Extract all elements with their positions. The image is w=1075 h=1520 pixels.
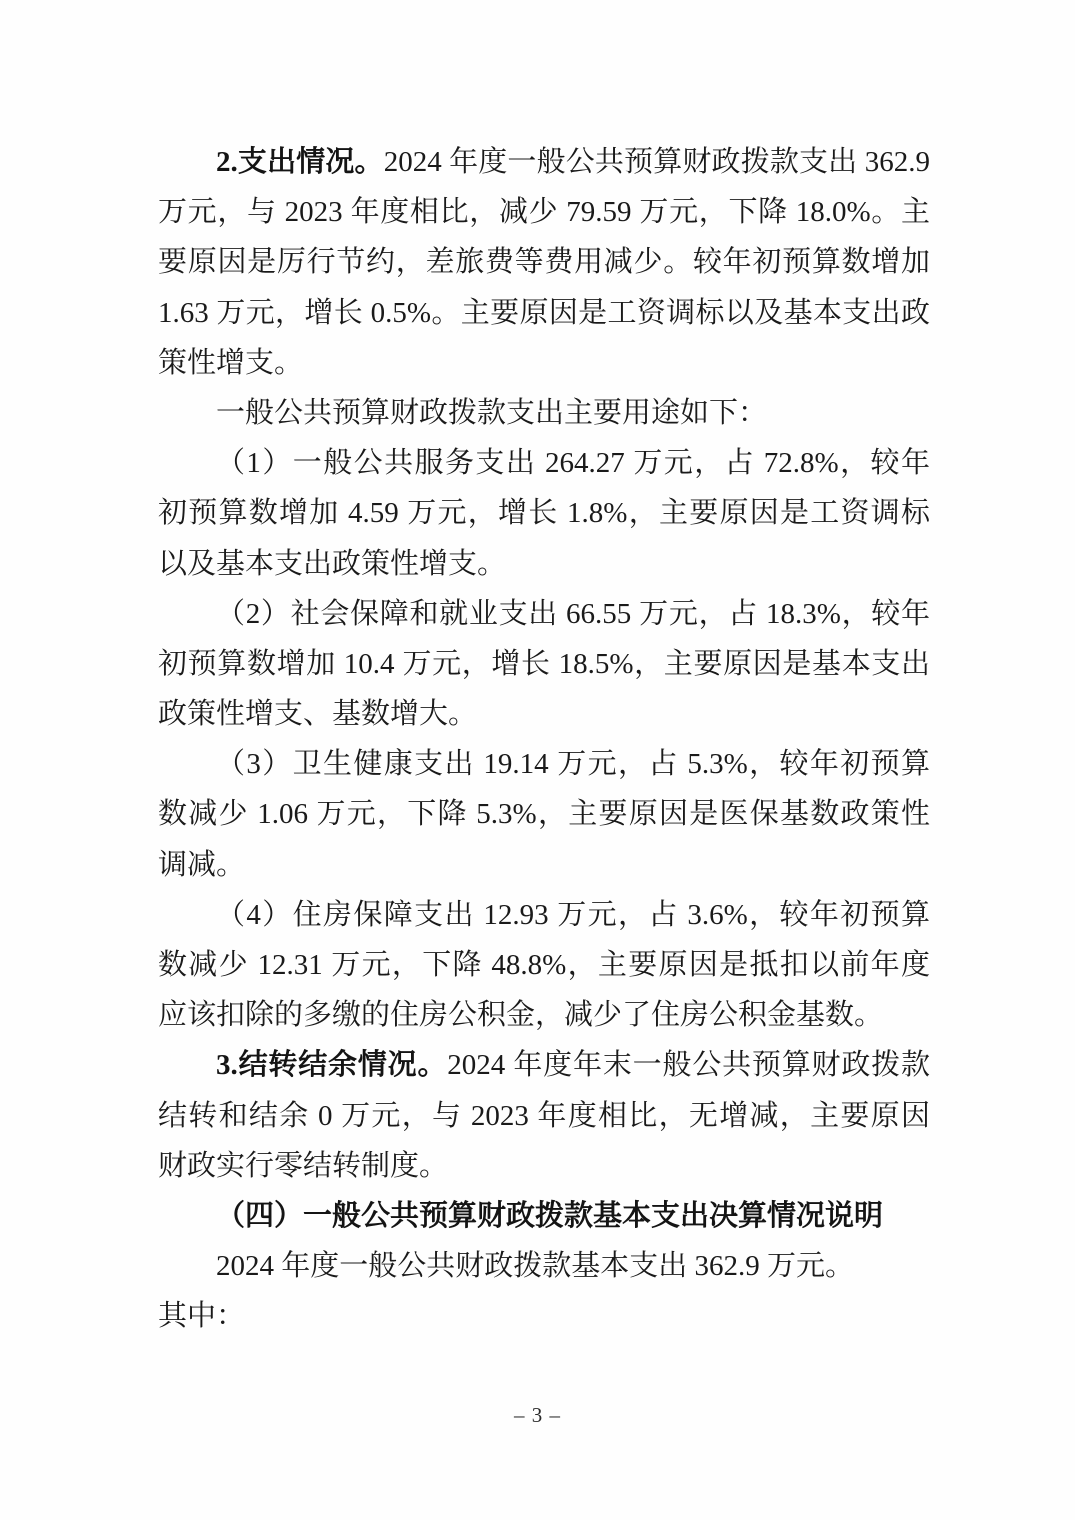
bold-text-run: 2.支出情况。 bbox=[216, 146, 384, 178]
text-run: 初预算数增加 4.59 万元，增长 1.8%，主要原因是工资调标 bbox=[158, 497, 930, 530]
text-run: 以及基本支出政策性增支。 bbox=[158, 547, 507, 580]
bold-text-run: （四）一般公共预算财政拨款基本支出决算情况说明 bbox=[216, 1199, 884, 1232]
text-run: 一般公共预算财政拨款支出主要用途如下： bbox=[216, 396, 768, 429]
text-line bbox=[158, 1091, 930, 1141]
text-line bbox=[158, 237, 930, 287]
text-line bbox=[158, 639, 930, 689]
document-body bbox=[158, 137, 930, 1342]
text-line bbox=[158, 438, 930, 488]
text-line bbox=[158, 187, 930, 237]
text-line bbox=[158, 1040, 930, 1090]
text-run: 其中： bbox=[158, 1300, 246, 1333]
text-run: 政策性增支、基数增大。 bbox=[158, 698, 478, 731]
text-line bbox=[158, 388, 930, 438]
text-line bbox=[158, 840, 930, 890]
text-run: （3）卫生健康支出 19.14 万元，占 5.3%，较年初预算 bbox=[216, 748, 930, 781]
text-line bbox=[158, 990, 930, 1040]
text-run: 要原因是厉行节约，差旅费等费用减少。较年初预算数增加 bbox=[158, 246, 930, 279]
text-run: 2024 年度一般公共财政拨款基本支出 362.9 万元。 bbox=[216, 1250, 855, 1283]
text-run: （1）一般公共服务支出 264.27 万元，占 72.8%，较年 bbox=[216, 447, 930, 480]
text-run: 数减少 1.06 万元，下降 5.3%，主要原因是医保基数政策性 bbox=[158, 798, 930, 831]
text-run: 策性增支。 bbox=[158, 346, 304, 379]
text-line bbox=[158, 789, 930, 839]
text-run: 万元，与 2023 年度相比，减少 79.59 万元，下降 18.0%。主 bbox=[158, 196, 930, 229]
text-line bbox=[158, 1141, 930, 1191]
text-line bbox=[158, 689, 930, 739]
bold-text-run: 3.结转结余情况。 bbox=[216, 1049, 448, 1082]
text-line bbox=[158, 338, 930, 388]
text-line bbox=[158, 137, 930, 187]
text-line bbox=[158, 940, 930, 990]
text-run: 1.63 万元，增长 0.5%。主要原因是工资调标以及基本支出政 bbox=[158, 296, 930, 329]
text-line bbox=[158, 1241, 930, 1291]
text-line bbox=[158, 1291, 930, 1341]
text-run: 财政实行零结转制度。 bbox=[158, 1149, 449, 1182]
text-line bbox=[158, 488, 930, 538]
page-number: – 3 – bbox=[514, 1403, 561, 1427]
text-run: 2024 年度一般公共预算财政拨款支出 362.9 bbox=[383, 146, 930, 178]
text-run: 应该扣除的多缴的住房公积金，减少了住房公积金基数。 bbox=[158, 999, 884, 1032]
text-run: 初预算数增加 10.4 万元，增长 18.5%，主要原因是基本支出 bbox=[158, 647, 930, 680]
text-line bbox=[158, 890, 930, 940]
text-line bbox=[158, 1191, 930, 1241]
text-run: 结转和结余 0 万元，与 2023 年度相比，无增减，主要原因 bbox=[158, 1099, 930, 1132]
text-line bbox=[158, 539, 930, 589]
text-run: （2）社会保障和就业支出 66.55 万元，占 18.3%，较年 bbox=[216, 597, 930, 630]
text-run: 调减。 bbox=[158, 848, 246, 881]
text-run: 2024 年度年末一般公共预算财政拨款 bbox=[447, 1049, 930, 1082]
text-run: 数减少 12.31 万元，下降 48.8%，主要原因是抵扣以前年度 bbox=[158, 949, 930, 981]
text-line bbox=[158, 589, 930, 639]
text-run: （4）住房保障支出 12.93 万元，占 3.6%，较年初预算 bbox=[216, 898, 930, 931]
text-line bbox=[158, 739, 930, 789]
text-line bbox=[158, 288, 930, 338]
